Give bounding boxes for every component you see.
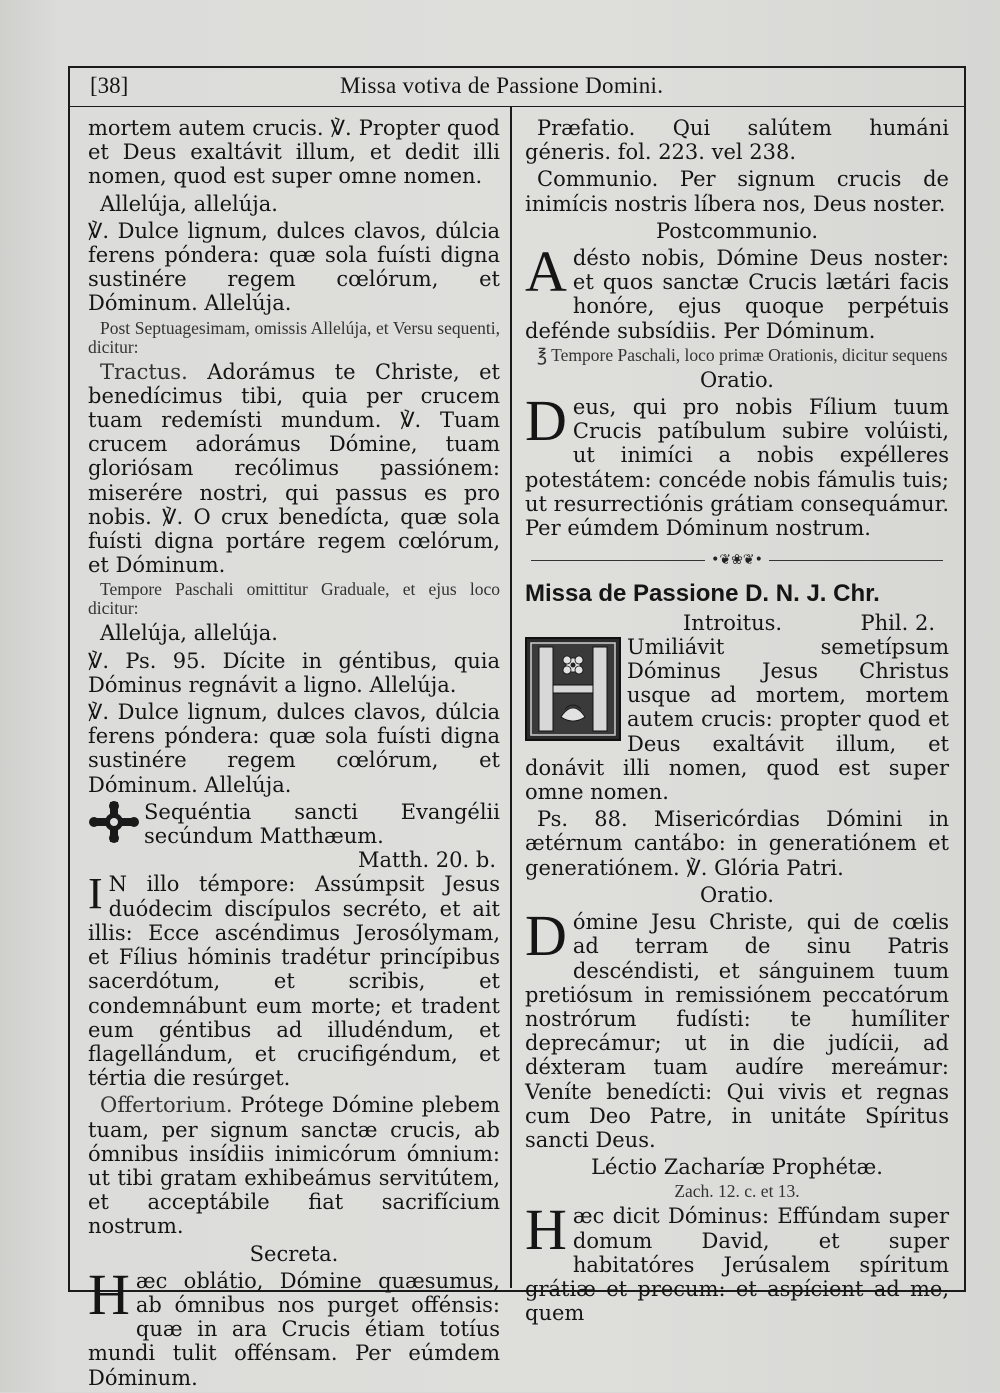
oratio-text-block-2 [525, 903, 949, 1152]
tractus [88, 360, 500, 578]
secreta-dropcap: H [88, 1261, 130, 1327]
page-header [70, 68, 964, 107]
oratio-text-1: eus, qui pro nobis Fílium tuum Crucis patíbulum subire volúisti, ut inimíci a nobis expélleres potestátem: concéde nobis fámulis tuis; ut resurrectiónis grátiam consequámur. Per eúmdem Dóminum nostrum. [525, 395, 949, 541]
offertorium [88, 1093, 500, 1238]
illuminated-initial-h [525, 637, 621, 741]
lectio-text: æc dicit Dóminus: Effúndam super domum David, et super habitatóres Jerúsalem spíritum grátiæ et precum: et aspícient ad me, quem [525, 1204, 949, 1326]
alleluia-verse-2: ℣. Ps. 95. Dícite in géntibus, quia Dóminus regnávit a ligno. Allelúja. [88, 648, 500, 697]
alleluia-2: Allelúja, allelúja. [100, 621, 278, 646]
lectio-reference: Zach. 12. c. et 13. [674, 1181, 800, 1202]
running-title: Missa votiva de Passione Domini. [340, 73, 664, 98]
introitus-text-block [525, 635, 949, 804]
secreta-label: Secreta. [249, 1241, 339, 1266]
alleluia-verse-1: ℣. Dulce lignum, dulces clavos, dúlcia ferens póndera: quæ sola fuísti digna sustinére regem cœlórum, et Dóminum. Allelúja. [88, 218, 500, 316]
rubric-septuagesima: Post Septuagesimam, omissis Allelúja, et Versu sequenti, dicitur: [88, 317, 500, 357]
postcommunio-dropcap: A [525, 239, 567, 305]
postcommunio-text: désto nobis, Dómine Deus noster: et quos sanctæ Crucis lætári facis honóre, ejus quoque perpétuis defénde subsídiis. Per Dóminum. [525, 246, 949, 343]
oratio-dropcap-2: D [525, 903, 567, 969]
oratio-text-2: ómine Jesu Christe, qui de cœlis ad terram de sinu Patris descéndisti, et sánguinem tuum pretiósum in remissiónem peccatórum nostrórum fudísti: te humíliter deprecámur; ut in die judícii, ad déxteram tuam audíre mereámur: Veníte benedícti: Qui vivis et regnas cum Deo Patre, in unitáte Spíritus sancti Deus. [525, 910, 949, 1152]
ornament-rule-left [531, 560, 705, 561]
page-frame [68, 66, 966, 1390]
lectio-text-block [525, 1197, 949, 1326]
oratio-dropcap-1: D [525, 388, 567, 454]
left-column [88, 116, 500, 1393]
missa-title: Missa de Passione D. N. J. Chr. [525, 580, 880, 608]
gospel-dropcap: I [88, 869, 103, 919]
introitus-reference: Phil. 2. [860, 610, 935, 635]
praefatio: Præfatio. Qui salútem humáni géneris. fol. 223. vel 238. [525, 116, 949, 165]
gradual-verse: mortem autem crucis. ℣. Propter quod et Deus exaltávit illum, et dedit illi nomen, quod est super omne nomen. [88, 116, 500, 189]
section-ornament [525, 548, 949, 572]
sequentia-title: Sequéntia sancti Evangélii secúndum Matthæum. [144, 799, 500, 849]
alleluia-verse-3: ℣. Dulce lignum, dulces clavos, dúlcia ferens póndera: quæ sola fuísti digna sustinére regem cœlórum, et Dóminum. Allelúja. [88, 700, 500, 797]
communio: Communio. Per signum crucis de inimícis nostris líbera nos, Deus noster. [525, 167, 949, 216]
oratio-label-1: Oratio. [700, 367, 774, 392]
secreta-text: æc oblátio, Dómine quæsumus, ab ómnibus nos purget offénsis: quæ in ara Crucis étiam totíus mundi tulit offénsam. Per eúmdem Dóminum. [88, 1268, 500, 1390]
postcommunio-label: Postcommunio. [655, 218, 819, 243]
lectio-dropcap: H [525, 1197, 567, 1263]
gospel-text: N illo témpore: Assúmpsit Jesus duódecim discípulos secréto, et ait illis: Ecce ascéndimus Jerosólymam, et Fílius hóminis tradétur princípibus sacerdótum, et scribis, et condemnábunt eum morte; et tradent eum géntibus ad illudéndum, et flagellándum, et crucifigéndum, et tértia die resúrget. [88, 872, 500, 1091]
alleluia-1: Allelúja, allelúja. [100, 191, 278, 216]
sequentia-heading [88, 800, 500, 873]
right-column [525, 116, 949, 1328]
introitus-label: Introitus. [683, 610, 783, 635]
sequentia-text-block [144, 800, 500, 873]
tractus-label: Tractus. [100, 359, 188, 384]
page-number: [38] [90, 73, 129, 98]
ornament-rule-right [769, 560, 943, 561]
column-divider [510, 106, 512, 1288]
rubric-paschal-oratio: ℥ Tempore Paschali, loco primæ Orationis, dicitur sequens [537, 344, 948, 365]
oratio-label-2: Oratio. [700, 882, 774, 907]
introitus-psalm: Ps. 88. Misericórdias Dómini in ætérnum cantábo: in generatiónem et generatiónem. ℣. Glória Patri. [525, 807, 949, 880]
cross-ornament-icon [88, 800, 140, 849]
sequentia-reference: Matth. 20. b. [358, 848, 496, 873]
ornament-glyphs: •❦❀❦• [711, 552, 763, 569]
postcommunio-text-block [525, 239, 949, 343]
tractus-text: Adorámus te Christe, et benedícimus tibi, quia per crucem tuam redemísti mundum. ℣. Tuam crucem adorámus Dómine, tuam gloriósam recólimus passiónem: miserére nostri, qui passus es pro nobis. ℣. O crux benedícta, quæ sola fuísti digna portáre regem cœlórum, et Dóminum. [88, 359, 500, 578]
offertorium-text: Prótege Dómine plebem tuam, per signum sanctæ crucis, ab ómnibus insídiis inimicórum ómnium: ut tibi gratam exhibeámus servitútem, et acceptábile fiat sacrifícium nostrum. [88, 1093, 500, 1239]
offertorium-label: Offertorium. [100, 1093, 233, 1118]
gospel-text-block [88, 869, 500, 1091]
secreta-text-block [88, 1261, 500, 1390]
lectio-title: Léctio Zacharíæ Prophétæ. [591, 1155, 883, 1180]
rubric-paschal: Tempore Paschali omittitur Graduale, et ejus loco dicitur: [88, 579, 500, 619]
oratio-text-block-1 [525, 388, 949, 541]
introitus-text: Umiliávit semetípsum Dóminus Jesus Christus usque ad mortem, mortem autem crucis: propter quod et Deus exaltávit illum, et donávit illi nomen, quod est super omne nomen. [525, 634, 949, 805]
introitus-heading [525, 611, 949, 635]
